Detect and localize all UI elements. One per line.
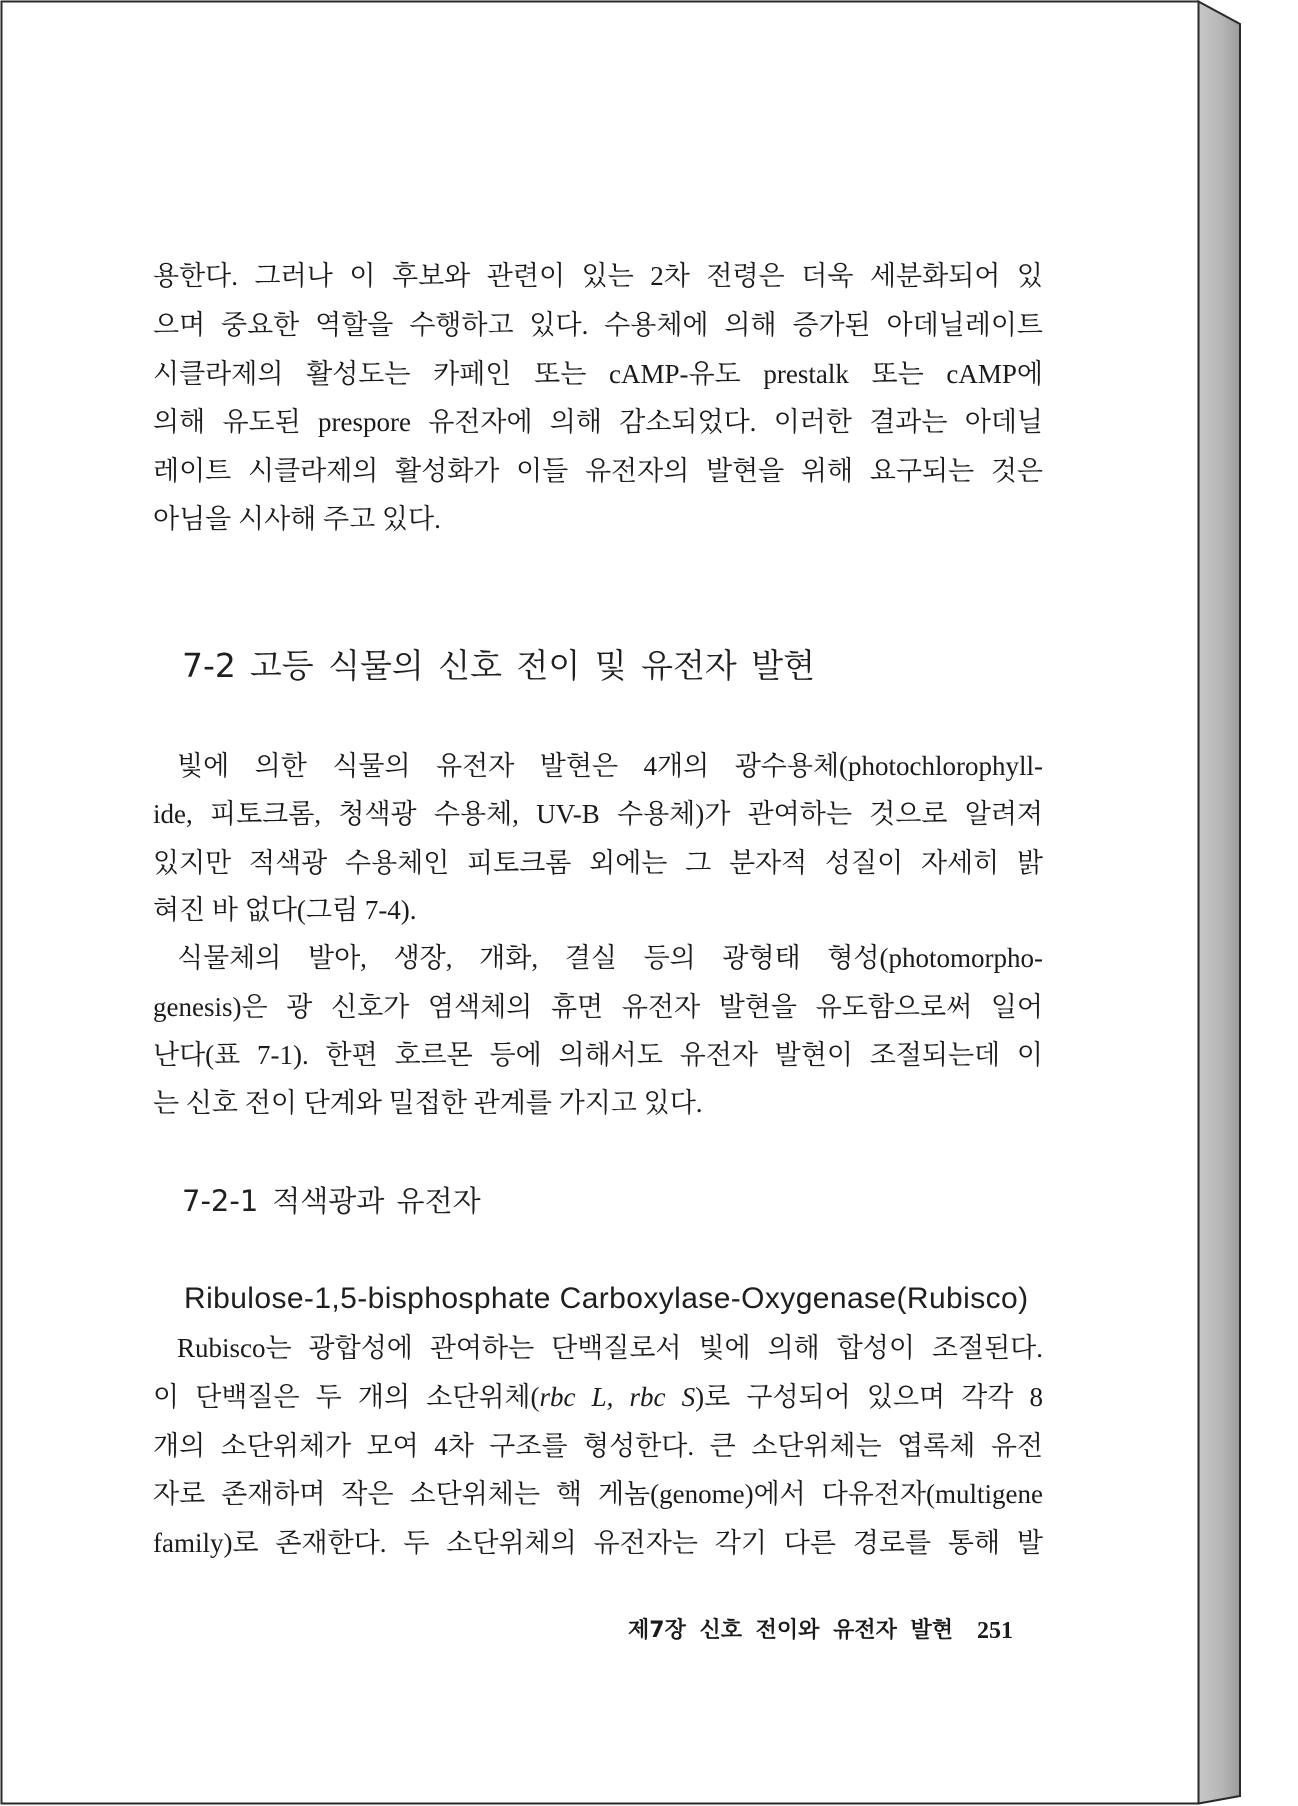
- text-segment: 이 단백질은 두 개의 소단위체(: [153, 1382, 540, 1412]
- text-line: Rubisco는 광합성에 관여하는 단백질로서 빛에 의해 합성이 조절된다.: [177, 1333, 1043, 1363]
- running-head: 제7장 신호 전이와 유전자 발현: [628, 1618, 953, 1643]
- section-heading: [182, 642, 815, 690]
- gene-names-italic: rbc L, rbc S: [539, 1382, 696, 1412]
- text-line: 있지만 적색광 수용체인 피토크롬 외에는 그 분자적 성질이 자세히 밝: [153, 848, 1043, 878]
- text-line: 는 신호 전이 단계와 밀접한 관계를 가지고 있다.: [153, 1088, 703, 1118]
- text-line: family)로 존재한다. 두 소단위체의 유전자는 각기 다른 경로를 통해 발: [153, 1528, 1043, 1558]
- text-line: 난다(표 7-1). 한편 호르몬 등에 의해서도 유전자 발현이 조절되는데 이: [153, 1040, 1043, 1070]
- subsection-title: 적색광과 유전자: [272, 1184, 481, 1218]
- section-number: 7-2: [182, 646, 236, 685]
- text-line: [153, 1377, 1043, 1417]
- text-line: 의해 유도된 prespore 유전자에 의해 감소되었다. 이러한 결과는 아데닐: [153, 407, 1043, 437]
- page-footer: [590, 1614, 1013, 1648]
- text-line: 용한다. 그러나 이 후보와 관련이 있는 2차 전령은 더욱 세분화되어 있: [153, 261, 1043, 291]
- section-title: 고등 식물의 신호 전이 및 유전자 발현: [249, 646, 816, 685]
- text-line: 개의 소단위체가 모여 4차 구조를 형성한다. 큰 소단위체는 엽록체 유전: [153, 1431, 1043, 1461]
- subsection-heading: [182, 1179, 481, 1223]
- text-line: 으며 중요한 역할을 수행하고 있다. 수용체에 의해 증가된 아데닐레이트: [153, 310, 1043, 340]
- text-line: 식물체의 발아, 생장, 개화, 결실 등의 광형태 형성(photomorpho-: [177, 943, 1043, 973]
- page-number: 251: [977, 1618, 1013, 1644]
- text-line: 혀진 바 없다(그림 7-4).: [153, 895, 417, 925]
- text-segment: )로 구성되어 있으며 각각 8: [695, 1382, 1043, 1412]
- subsection-number: 7-2-1: [182, 1184, 259, 1218]
- text-line: genesis)은 광 신호가 염색체의 휴면 유전자 발현을 유도함으로써 일어: [153, 992, 1043, 1022]
- text-line: 시클라제의 활성도는 카페인 또는 cAMP-유도 prestalk 또는 cAMP에: [153, 359, 1043, 389]
- text-line: ide, 피토크롬, 청색광 수용체, UV-B 수용체)가 관여하는 것으로 알려져: [153, 799, 1043, 829]
- text-line: 자로 존재하며 작은 소단위체는 핵 게놈(genome)에서 다유전자(multigene: [153, 1479, 1043, 1509]
- topic-subheading: Ribulose-1,5-bisphosphate Carboxylase-Oxygenase(Rubisco): [184, 1282, 1029, 1315]
- book-spine: [1199, 2, 1241, 1804]
- text-line: 빛에 의한 식물의 유전자 발현은 4개의 광수용체(photochlorophyll-: [177, 751, 1043, 781]
- text-line: 레이트 시클라제의 활성화가 이들 유전자의 발현을 위해 요구되는 것은: [153, 456, 1043, 486]
- text-line: 아님을 시사해 주고 있다.: [153, 504, 441, 534]
